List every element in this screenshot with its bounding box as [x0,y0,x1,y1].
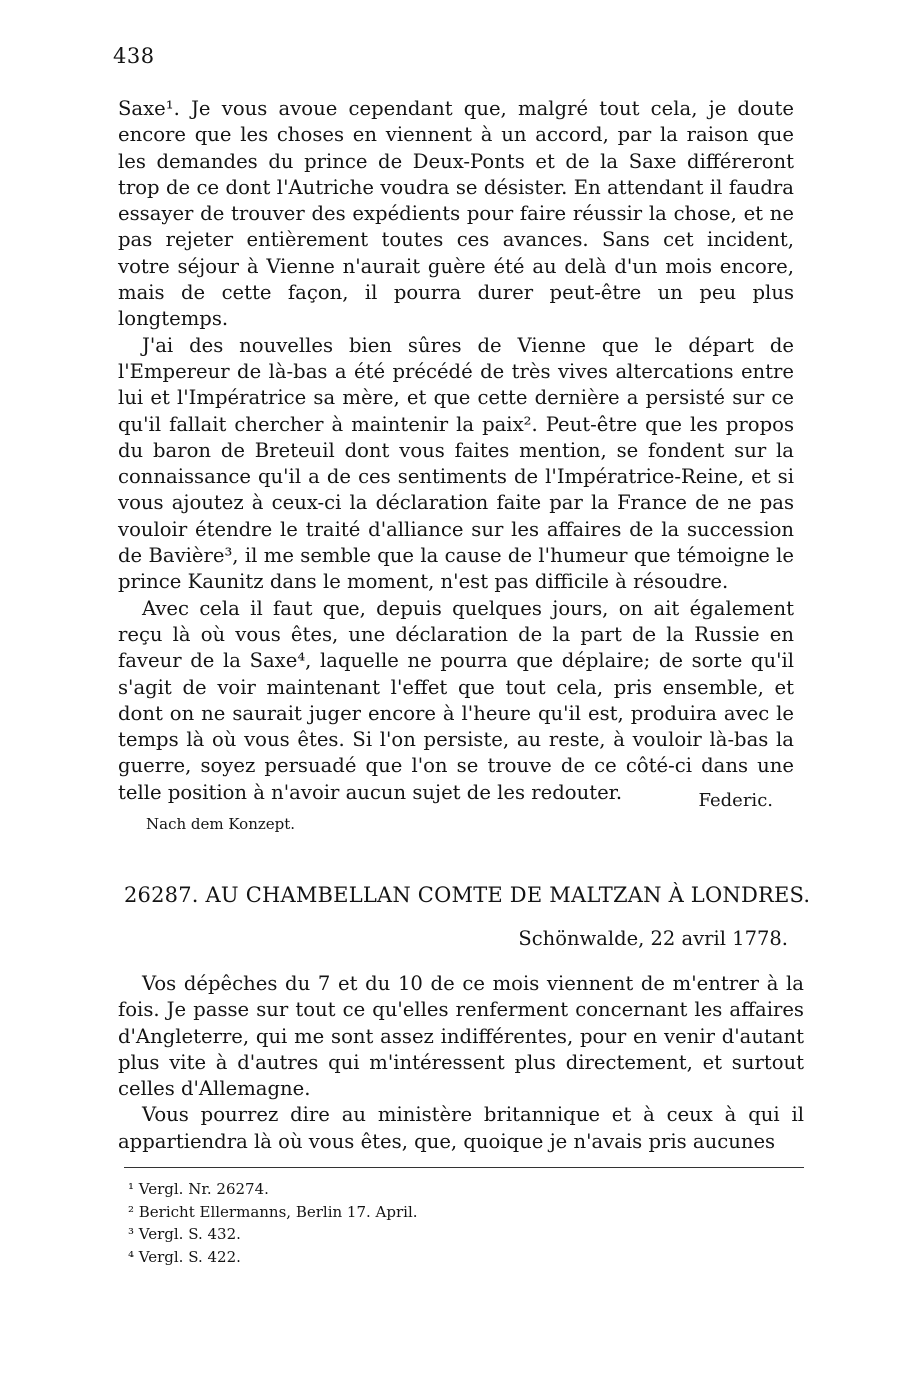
letter-paragraph: J'ai des nouvelles bien sûres de Vienne que le départ de l'Empereur de là-bas a été précédé de très vives altercations entre lui et l'Impératrice sa mère, et que cette dernière a persisté sur ce qu'il fallait chercher à maintenir la paix². Peut-être que les propos du baron de Breteuil dont vous faites mention, se fondent sur la connaissance qu'il a de ces sentiments de l'Impératrice-Reine, et si vous ajoutez à ceux-ci la déclaration faite par la France de ne pas vouloir étendre le traité d'alliance sur les affaires de la succession de Bavière³, il me semble que la cause de l'humeur que témoigne le prince Kaunitz dans le moment, n'est pas difficile à résoudre. [118,333,794,594]
letter-paragraph: Saxe¹. Je vous avoue cependant que, malgré tout cela, je doute encore que les choses en viennent à un accord, par la raison que les demandes du prince de Deux-Ponts et de la Saxe différeront trop de ce dont l'Autriche voudra se désister. En attendant il faudra essayer de trouver des expédients pour faire réussir la chose, et ne pas rejeter entièrement toutes ces avances. Sans cet incident, votre séjour à Vienne n'aurait guère été au delà d'un mois encore, mais de cette façon, il pourra durer peut-être un peu plus longtemps. [118,97,794,331]
footnote: ¹ Vergl. Nr. 26274. [128,1180,269,1198]
letter-body [118,96,794,806]
letter-paragraph: Avec cela il faut que, depuis quelques jours, on ait également reçu là où vous êtes, une déclaration de la part de la Russie en faveur de la Saxe⁴, laquelle ne pourra que déplaire; de sorte qu'il s'agit de voir maintenant l'effet que tout cela, pris ensemble, et dont on ne saurait juger encore à l'heure qu'il est, produira avec le temps là où vous êtes. Si l'on persiste, au reste, à vouloir là-bas la guerre, soyez persuadé que l'on se trouve de ce côté-ci dans une telle position à n'avoir aucun sujet de les redouter. [118,596,794,804]
letter-paragraph: Vous pourrez dire au ministère britannique et à ceux à qui il appartiendra là où vous êtes, que, quoique je n'avais pris aucunes [118,1103,804,1153]
footnote-divider [124,1167,804,1168]
footnote: ² Bericht Ellermanns, Berlin 17. April. [128,1202,418,1221]
letter-2-body [118,971,804,1155]
document-heading: 26287. AU CHAMBELLAN COMTE DE MALTZAN À LONDRES. [124,883,811,907]
footnotes [128,1178,418,1268]
place-date: Schönwalde, 22 avril 1778. [518,927,788,950]
signature: Federic. [698,790,773,811]
source-note: Nach dem Konzept. [146,815,296,833]
footnote: ⁴ Vergl. S. 422. [128,1247,241,1266]
footnote: ³ Vergl. S. 432. [128,1225,241,1243]
page-number: 438 [113,44,155,68]
letter-paragraph: Vos dépêches du 7 et du 10 de ce mois viennent de m'entrer à la fois. Je passe sur tout ce qu'elles renferment concernant les affaires d'Angleterre, qui me sont assez indifférentes, pour en venir d'autant plus vite à d'autres qui m'intéressent plus directement, et surtout celles d'Allemagne. [118,972,804,1101]
